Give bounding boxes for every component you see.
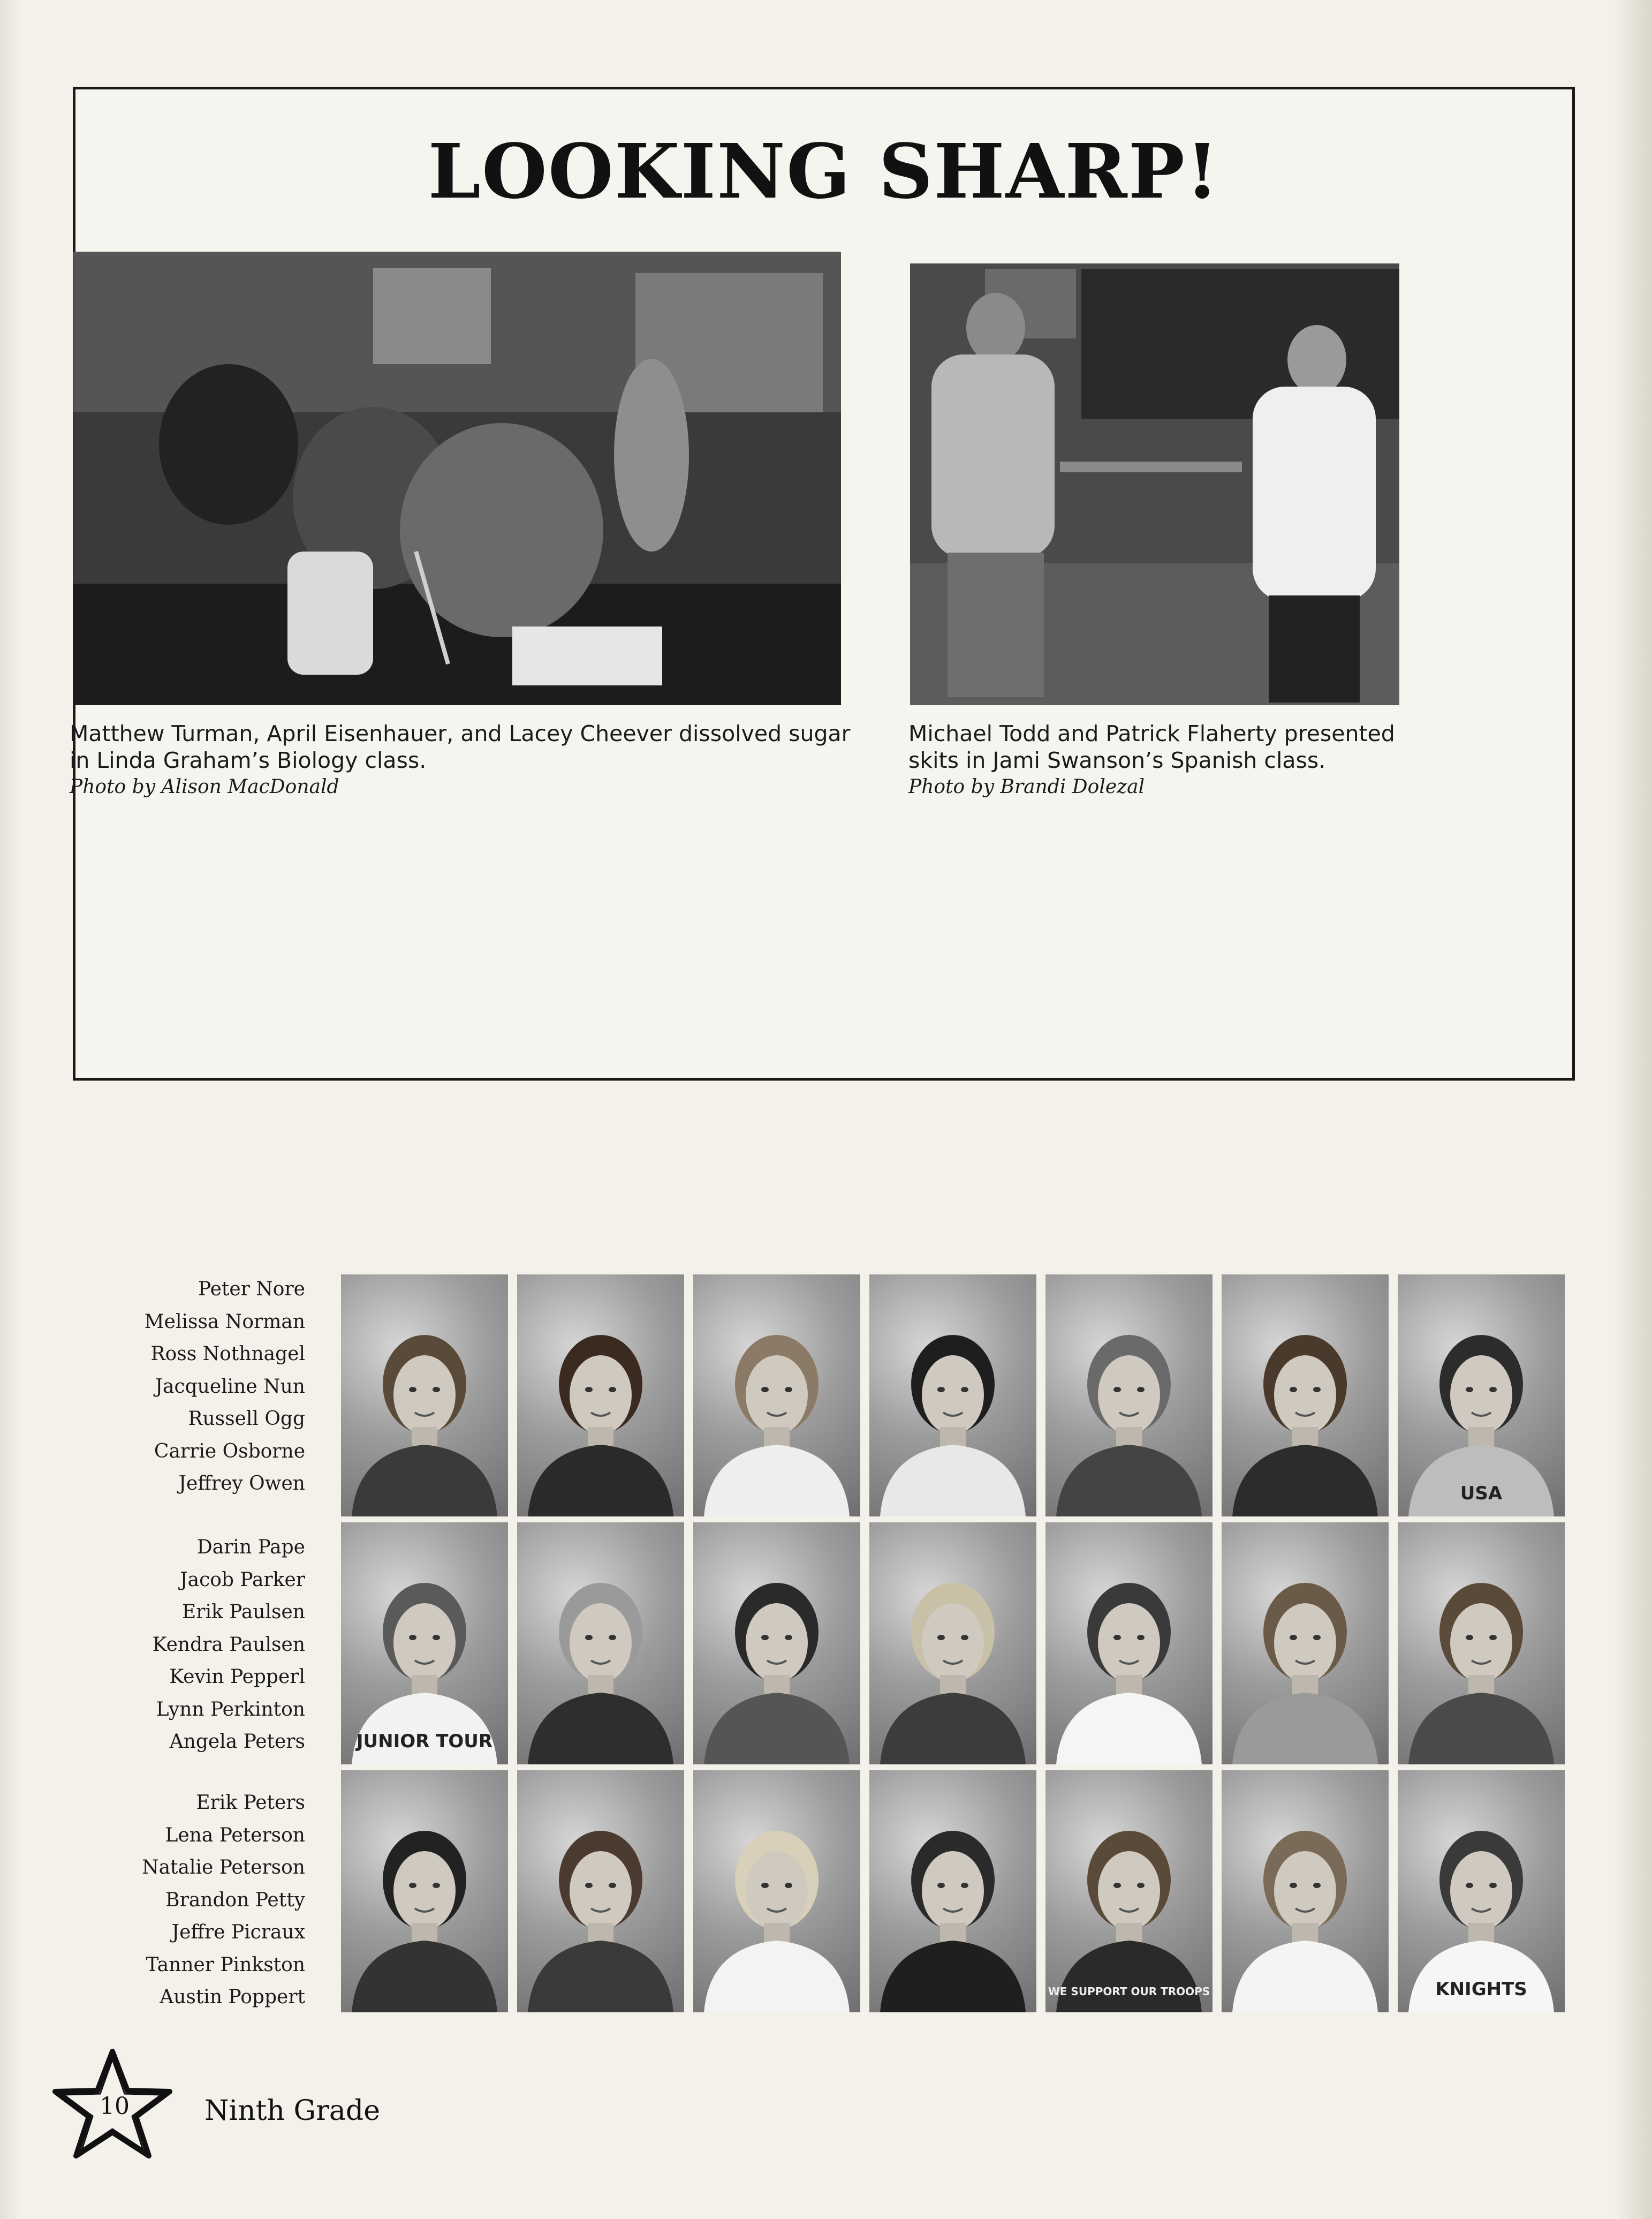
- student-portrait: [1398, 1522, 1565, 1764]
- student-name: Jacob Parker: [180, 1568, 305, 1591]
- student-name: Brandon Petty: [165, 1889, 305, 1911]
- student-portrait: [1398, 1770, 1565, 2012]
- student-name: Jeffrey Owen: [178, 1473, 305, 1495]
- student-name: Russell Ogg: [188, 1408, 305, 1430]
- student-name: Lynn Perkinton: [156, 1698, 305, 1720]
- student-name: Jeffre Picraux: [171, 1921, 305, 1943]
- student-portrait: [1045, 1522, 1213, 1764]
- student-name: Angela Peters: [169, 1731, 305, 1753]
- caption-text: Matthew Turman, April Eisenhauer, and Lacey Cheever dissolved sugar in Linda Graham’s Biology class.: [70, 721, 851, 773]
- shirt-text: JUNIOR TOUR: [356, 1731, 493, 1752]
- name-list-row-1: [102, 1273, 305, 1500]
- student-name: Jacqueline Nun: [155, 1375, 305, 1398]
- name-list-row-2: [102, 1531, 305, 1758]
- portrait-grid: [341, 1274, 1567, 2012]
- shirt-text: KNIGHTS: [1435, 1979, 1527, 2000]
- page-number: 10: [100, 2093, 130, 2120]
- student-name: Carrie Osborne: [154, 1440, 305, 1462]
- photo-credit: Photo by Alison MacDonald: [70, 776, 339, 798]
- student-portrait: [693, 1274, 860, 1516]
- student-name: Erik Paulsen: [182, 1601, 305, 1623]
- student-name: Erik Peters: [196, 1792, 305, 1814]
- caption-text: Michael Todd and Patrick Flaherty presented skits in Jami Swanson’s Spanish class.: [908, 721, 1395, 773]
- student-portrait: [869, 1770, 1036, 2012]
- student-portrait: [517, 1522, 684, 1764]
- shirt-text: USA: [1460, 1483, 1503, 1504]
- spanish-photo-caption: [908, 720, 1444, 801]
- student-portrait: [1045, 1274, 1213, 1516]
- student-portrait: [1222, 1274, 1389, 1516]
- student-name: Darin Pape: [196, 1536, 305, 1558]
- page-edge: [0, 0, 21, 2219]
- student-name: Austin Poppert: [160, 1986, 305, 2008]
- student-portrait: [341, 1274, 508, 1516]
- page-binding-edge: [1615, 0, 1652, 2219]
- shirt-text: WE SUPPORT OUR TROOPS: [1048, 1985, 1210, 1998]
- student-portrait: [1398, 1274, 1565, 1516]
- student-portrait: [1222, 1522, 1389, 1764]
- biology-photo-caption: [70, 720, 873, 801]
- student-portrait: [517, 1770, 684, 2012]
- student-portrait: [869, 1522, 1036, 1764]
- student-name: Kendra Paulsen: [152, 1633, 305, 1656]
- student-portrait: [693, 1522, 860, 1764]
- page-headline: LOOKING SHARP!: [428, 128, 1220, 216]
- student-portrait: [517, 1274, 684, 1516]
- student-portrait: [693, 1770, 860, 2012]
- student-name: Kevin Pepperl: [169, 1666, 305, 1688]
- name-list-row-3: [102, 1787, 305, 2014]
- student-portrait: [341, 1522, 508, 1764]
- student-name: Ross Nothnagel: [150, 1343, 305, 1365]
- student-name: Peter Nore: [198, 1278, 305, 1300]
- student-name: Melissa Norman: [144, 1310, 305, 1333]
- student-name: Natalie Peterson: [142, 1856, 305, 1878]
- biology-class-photo: [73, 252, 841, 705]
- spanish-class-photo: [910, 263, 1399, 705]
- photo-credit: Photo by Brandi Dolezal: [908, 776, 1145, 798]
- student-portrait: [869, 1274, 1036, 1516]
- student-name: Tanner Pinkston: [146, 1953, 305, 1976]
- student-portrait: [1222, 1770, 1389, 2012]
- student-name: Lena Peterson: [165, 1824, 305, 1846]
- section-title: Ninth Grade: [204, 2095, 380, 2127]
- student-portrait: [341, 1770, 508, 2012]
- student-portrait: [1045, 1770, 1213, 2012]
